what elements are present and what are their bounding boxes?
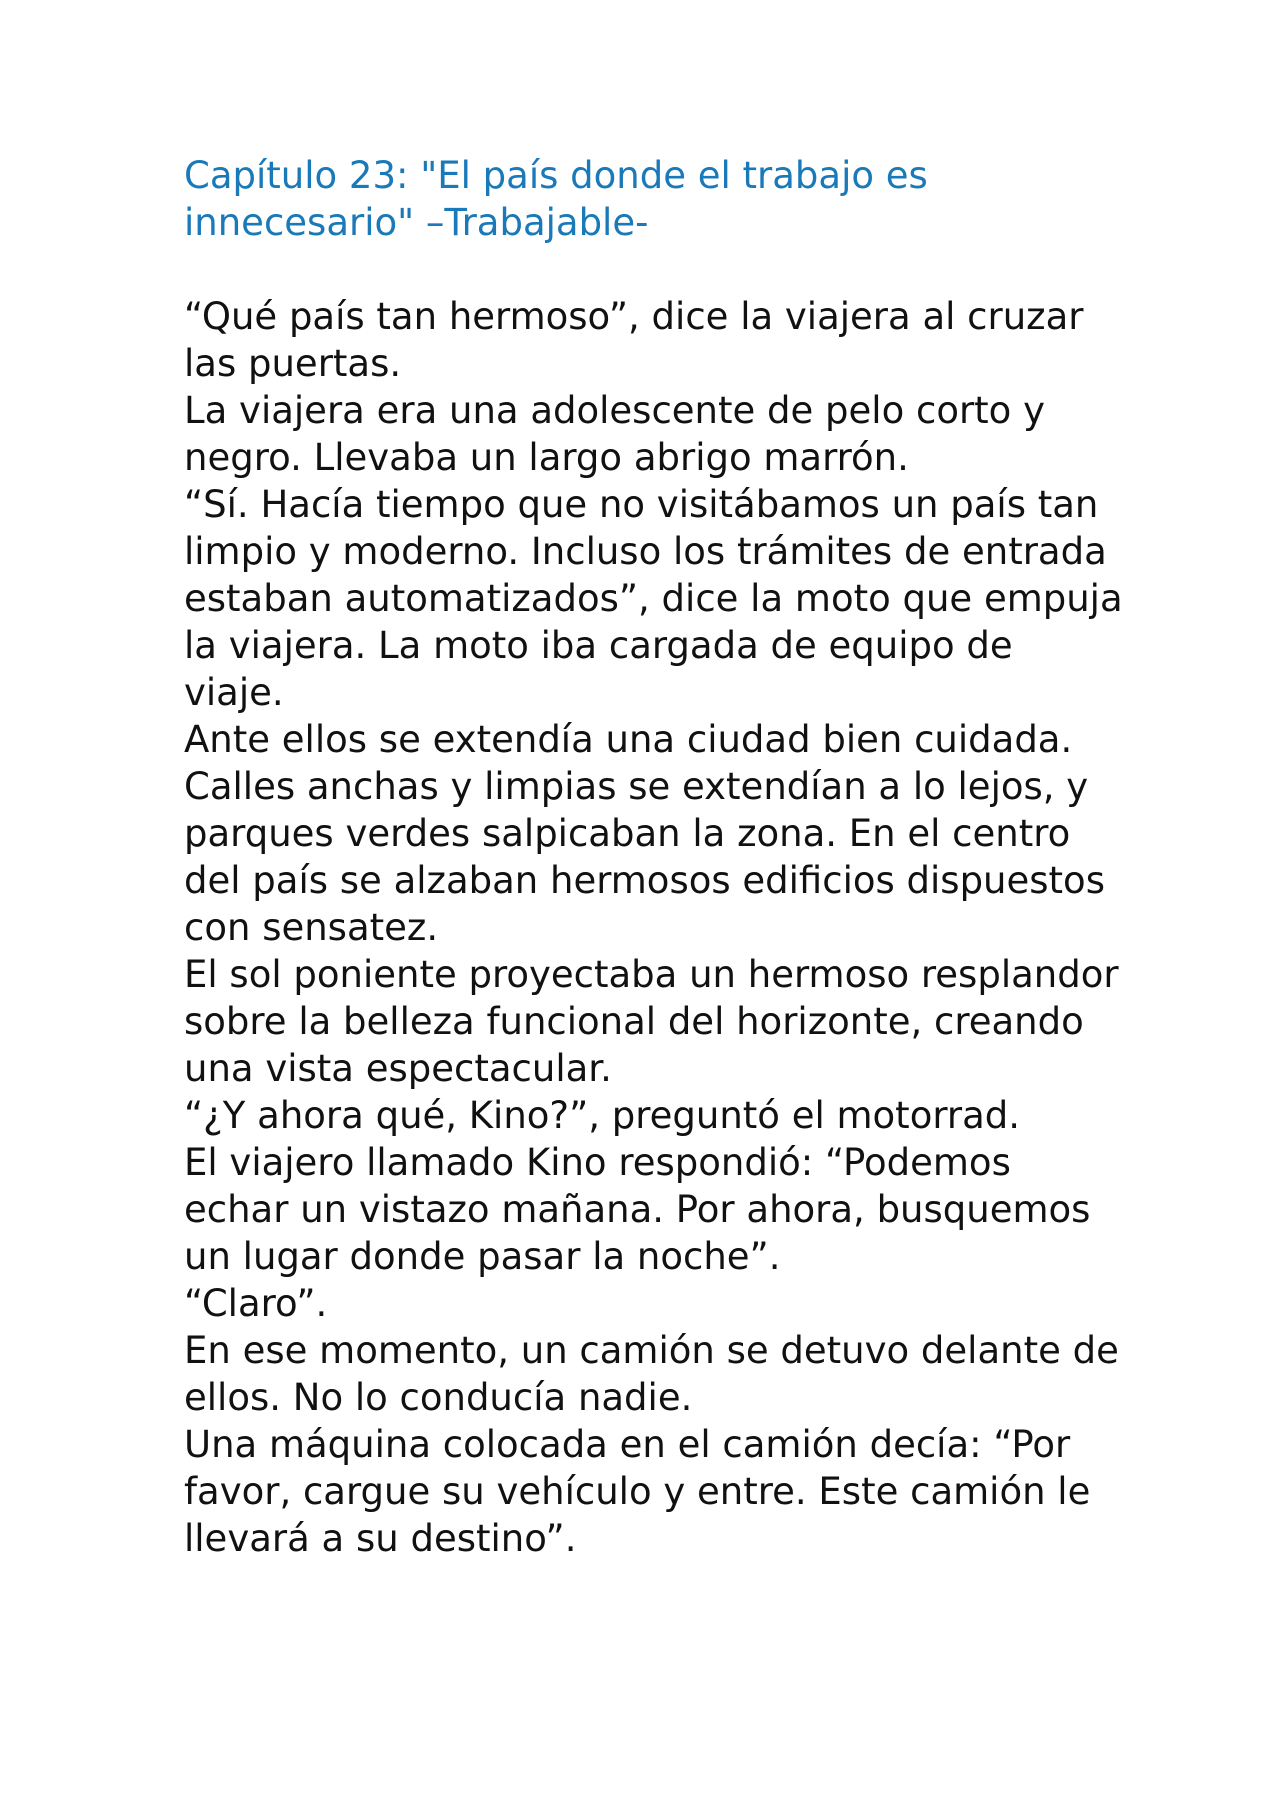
document-page <box>184 152 1124 1562</box>
paragraph-9: En ese momento, un camión se detuvo delante de ellos. No lo conducía nadie. <box>184 1329 1119 1419</box>
paragraph-4: Ante ellos se extendía una ciudad bien cuidada. Calles anchas y limpias se extendían a lo lejos, y parques verdes salpicaban la zona. En el centro del país se alzaban hermosos edificios dispuestos con sensatez. <box>184 718 1105 949</box>
paragraph-1: “Qué país tan hermoso”, dice la viajera al cruzar las puertas. <box>184 295 1084 385</box>
paragraph-10: Una máquina colocada en el camión decía: “Por favor, cargue su vehículo y entre. Este camión le llevará a su destino”. <box>184 1423 1091 1560</box>
paragraph-8: “Claro”. <box>184 1282 328 1325</box>
chapter-title: Capítulo 23: "El país donde el trabajo es innecesario" –Trabajable- <box>184 154 928 244</box>
chapter-body <box>184 293 1124 1562</box>
paragraph-6: “¿Y ahora qué, Kino?”, preguntó el motorrad. <box>184 1094 1021 1137</box>
paragraph-3: “Sí. Hacía tiempo que no visitábamos un país tan limpio y moderno. Incluso los trámites de entrada estaban automatizados”, dice la moto que empuja la viajera. La moto iba cargada de equipo de viaje. <box>184 483 1123 714</box>
paragraph-2: La viajera era una adolescente de pelo corto y negro. Llevaba un largo abrigo marrón. <box>184 389 1045 479</box>
paragraph-5: El sol poniente proyectaba un hermoso resplandor sobre la belleza funcional del horizonte, creando una vista espectacular. <box>184 953 1119 1090</box>
paragraph-7: El viajero llamado Kino respondió: “Podemos echar un vistazo mañana. Por ahora, busquemos un lugar donde pasar la noche”. <box>184 1141 1091 1278</box>
